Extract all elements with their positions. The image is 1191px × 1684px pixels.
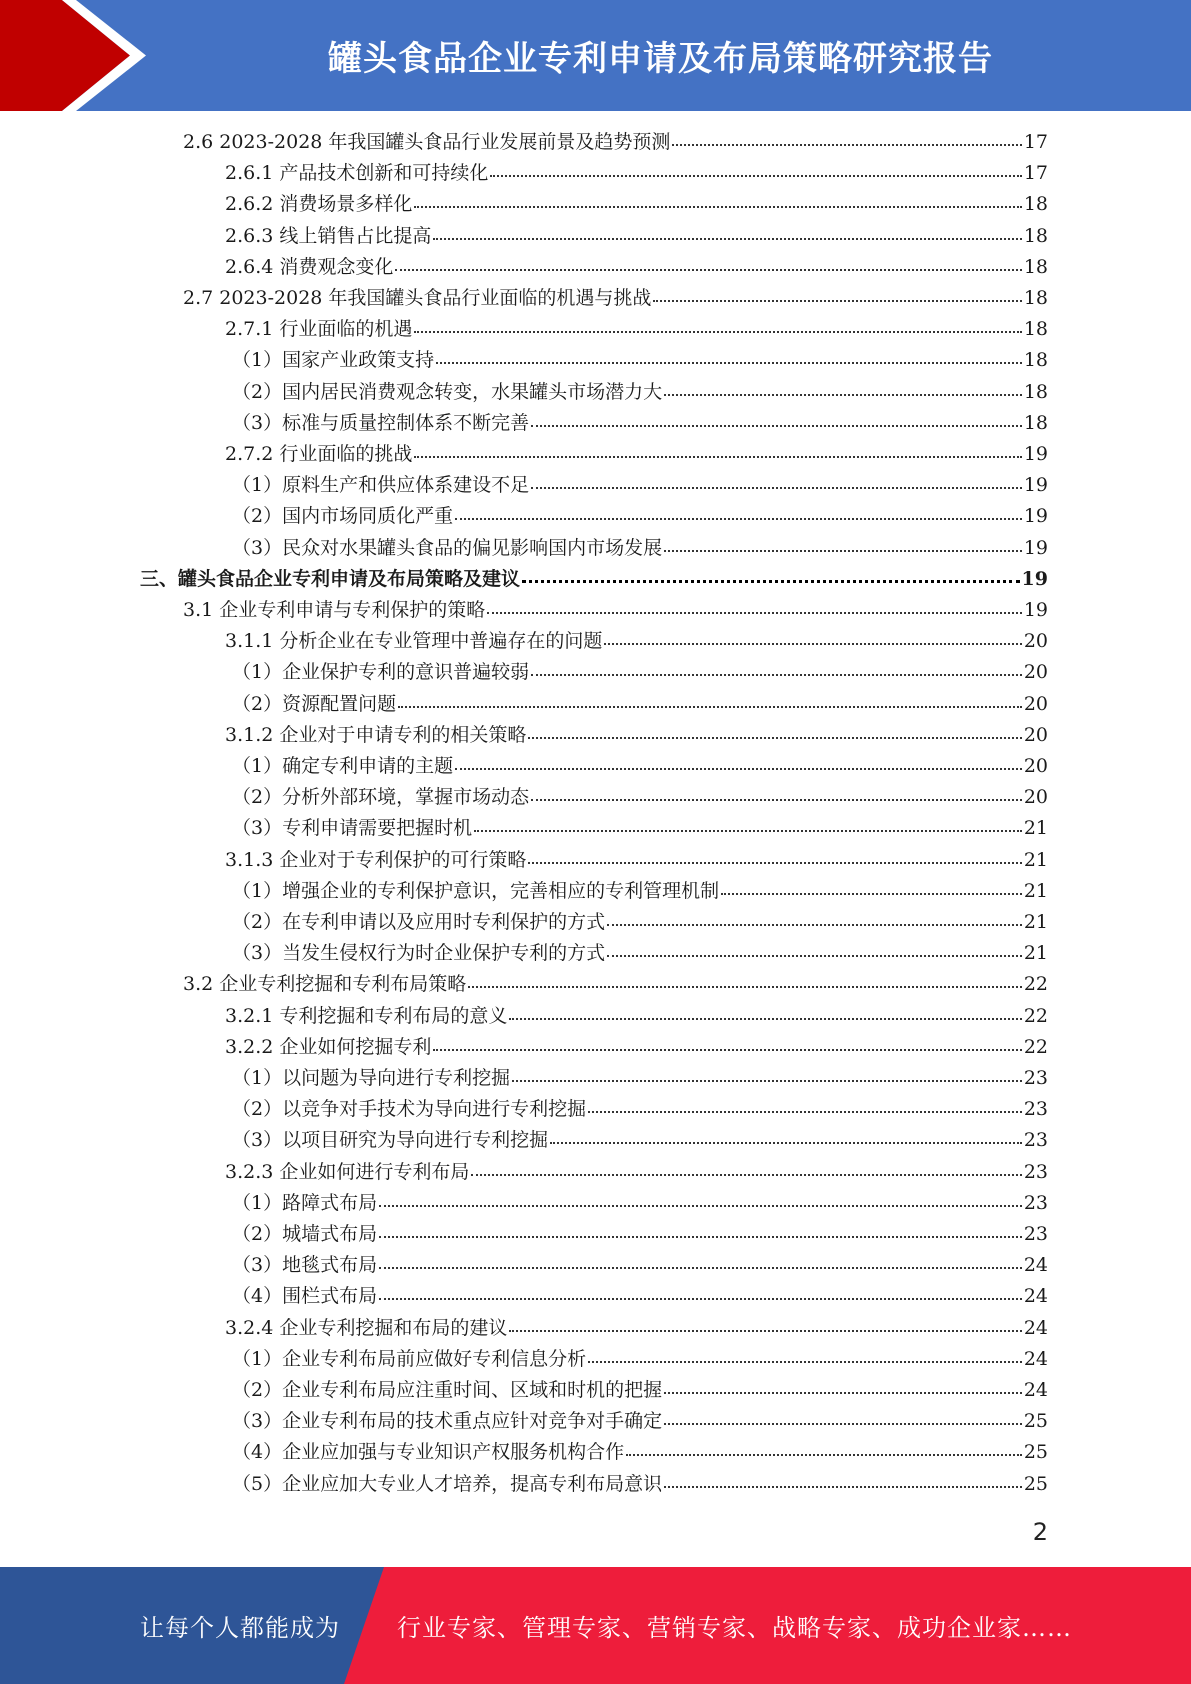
toc-entry[interactable] <box>232 1250 1048 1281</box>
toc-leader-dots <box>379 1296 1022 1300</box>
toc-entry[interactable] <box>232 377 1048 408</box>
toc-leader-dots <box>588 1359 1022 1363</box>
toc-entry-page: 20 <box>1023 692 1048 715</box>
toc-entry-label: （3）企业专利布局的技术重点应针对竞争对手确定 <box>232 1410 663 1433</box>
toc-leader-dots <box>588 1109 1022 1113</box>
toc-leader-dots <box>379 1265 1022 1269</box>
toc-entry[interactable] <box>183 595 1048 626</box>
toc-entry-page: 19 <box>1023 443 1048 465</box>
toc-entry-label: （3）民众对水果罐头食品的偏见影响国内市场发展 <box>232 536 663 559</box>
toc-entry-label: 2.6.4 消费观念变化 <box>225 255 394 278</box>
toc-entry-page: 17 <box>1023 162 1048 185</box>
toc-entry[interactable] <box>225 1313 1048 1344</box>
footer-slogan-right: 行业专家、管理专家、营销专家、战略专家、成功企业家…… <box>397 1614 1072 1642</box>
toc-entry-label: 3.2 企业专利挖掘和专利布局策略 <box>183 973 467 996</box>
toc-entry-page: 25 <box>1023 1441 1048 1464</box>
toc-entry-label: 3.2.3 企业如何进行专利布局 <box>225 1160 470 1183</box>
toc-entry-page: 25 <box>1023 1472 1048 1495</box>
toc-entry-page: 24 <box>1023 1379 1048 1401</box>
toc-entry-page: 21 <box>1023 817 1048 840</box>
toc-entry[interactable] <box>232 470 1048 501</box>
toc-leader-dots <box>468 984 1022 988</box>
toc-entry[interactable] <box>232 345 1048 376</box>
page-header <box>0 0 1191 111</box>
toc-entry-page: 23 <box>1023 1160 1048 1183</box>
toc-entry-label: （2）资源配置问题 <box>232 692 397 715</box>
toc-entry[interactable] <box>232 876 1048 907</box>
toc-entry-page: 18 <box>1023 224 1048 247</box>
toc-entry[interactable] <box>232 689 1048 720</box>
toc-entry-page: 18 <box>1023 411 1048 434</box>
toc-entry-label: （2）以竞争对手技术为导向进行专利挖掘 <box>232 1098 587 1121</box>
toc-entry-page: 18 <box>1023 287 1048 309</box>
toc-leader-dots <box>531 423 1022 427</box>
toc-entry-page: 22 <box>1023 1035 1048 1058</box>
toc-leader-dots <box>395 267 1021 271</box>
toc-entry-label: （1）增强企业的专利保护意识，完善相应的专利管理机制 <box>232 879 720 902</box>
toc-entry[interactable] <box>232 1219 1048 1250</box>
toc-entry-label: 2.6.2 消费场景多样化 <box>225 193 413 216</box>
toc-entry-page: 22 <box>1023 1004 1048 1027</box>
toc-leader-dots <box>664 1484 1022 1488</box>
toc-entry-label: （2）城墙式布局 <box>232 1223 378 1245</box>
toc-entry-label: （3）专利申请需要把握时机 <box>232 817 473 840</box>
toc-leader-dots <box>509 1328 1021 1332</box>
toc-entry[interactable] <box>232 1375 1048 1406</box>
toc-leader-dots <box>528 860 1021 864</box>
toc-leader-dots <box>455 766 1022 770</box>
toc-entry[interactable] <box>232 1406 1048 1437</box>
toc-leader-dots <box>664 392 1022 396</box>
toc-leader-dots <box>436 360 1022 364</box>
toc-entry-page: 20 <box>1023 755 1048 777</box>
toc-entry-page: 23 <box>1023 1191 1048 1214</box>
toc-leader-dots <box>528 735 1021 739</box>
toc-entry-page: 18 <box>1023 255 1048 278</box>
toc-entry-label: （2）企业专利布局应注重时间、区域和时机的把握 <box>232 1379 663 1401</box>
toc-entry[interactable] <box>232 1281 1048 1312</box>
toc-entry-page: 19 <box>1023 505 1048 528</box>
toc-entry-page: 20 <box>1023 786 1048 809</box>
footer-slogan-left: 让每个人都能成为 <box>140 1614 340 1642</box>
toc-entry-label: 3.1.2 企业对于申请专利的相关策略 <box>225 723 527 746</box>
toc-leader-dots <box>531 485 1022 489</box>
toc-entry-page: 19 <box>1021 567 1048 590</box>
toc-entry-page: 24 <box>1023 1254 1048 1277</box>
toc-entry[interactable] <box>225 221 1048 252</box>
toc-entry-page: 20 <box>1023 630 1048 653</box>
toc-entry[interactable] <box>232 1125 1048 1156</box>
toc-leader-dots <box>379 1203 1022 1207</box>
toc-entry-label: （2）国内居民消费观念转变，水果罐头市场潜力大 <box>232 380 663 403</box>
toc-leader-dots <box>607 922 1022 926</box>
toc-entry[interactable] <box>232 751 1048 782</box>
toc-entry-label: 3.1.3 企业对于专利保护的可行策略 <box>225 848 527 871</box>
toc-entry-label: （3）当发生侵权行为时企业保护专利的方式 <box>232 942 606 965</box>
toc-leader-dots <box>487 610 1022 614</box>
toc-entry-page: 25 <box>1023 1410 1048 1433</box>
toc-entry-label: 2.6.3 线上销售占比提高 <box>225 224 432 247</box>
toc-entry-label: （1）以问题为导向进行专利挖掘 <box>232 1067 511 1089</box>
toc-entry[interactable] <box>140 564 1048 595</box>
toc-leader-dots <box>653 298 1021 302</box>
header-arrow-decoration <box>0 0 160 111</box>
toc-entry[interactable] <box>232 938 1048 969</box>
toc-entry-label: （4）企业应加强与专业知识产权服务机构合作 <box>232 1441 625 1464</box>
toc-entry-page: 21 <box>1023 911 1048 933</box>
toc-entry[interactable] <box>232 1469 1048 1500</box>
toc-entry-label: 3.1 企业专利申请与专利保护的策略 <box>183 599 486 621</box>
toc-entry-label: （1）确定专利申请的主题 <box>232 755 454 777</box>
toc-leader-dots <box>455 516 1022 520</box>
toc-entry[interactable] <box>225 1157 1048 1188</box>
toc-leader-dots <box>664 548 1022 552</box>
toc-entry[interactable] <box>232 1094 1048 1125</box>
toc-entry-label: 2.7.1 行业面临的机遇 <box>225 318 413 341</box>
page-number: 2 <box>1032 1518 1048 1546</box>
toc-leader-dots <box>414 204 1021 208</box>
toc-entry[interactable] <box>183 127 1048 158</box>
toc-entry-label: （1）原料生产和供应体系建设不足 <box>232 474 530 497</box>
toc-entry[interactable] <box>232 657 1048 688</box>
toc-entry-label: （3）地毯式布局 <box>232 1254 378 1277</box>
toc-entry-page: 19 <box>1023 474 1048 497</box>
toc-entry[interactable] <box>225 158 1048 189</box>
toc-leader-dots <box>522 578 1020 583</box>
toc-leader-dots <box>433 1047 1021 1051</box>
toc-entry-page: 23 <box>1023 1067 1048 1089</box>
toc-leader-dots <box>414 329 1021 333</box>
toc-leader-dots <box>607 953 1022 957</box>
toc-leader-dots <box>604 641 1021 645</box>
toc-entry-label: （1）企业专利布局前应做好专利信息分析 <box>232 1347 587 1370</box>
toc-leader-dots <box>531 672 1022 676</box>
toc-entry[interactable] <box>183 283 1048 314</box>
toc-entry[interactable] <box>225 252 1048 283</box>
toc-entry-page: 22 <box>1023 973 1048 996</box>
toc-entry[interactable] <box>225 1032 1048 1063</box>
toc-entry[interactable] <box>232 907 1048 938</box>
toc-entry[interactable] <box>225 720 1048 751</box>
toc-entry-page: 23 <box>1023 1098 1048 1121</box>
toc-entry-page: 20 <box>1023 723 1048 746</box>
toc-leader-dots <box>672 142 1021 146</box>
toc-entry-label: （4）围栏式布局 <box>232 1285 378 1308</box>
toc-entry-page: 23 <box>1023 1129 1048 1152</box>
toc-entry[interactable] <box>183 969 1048 1000</box>
toc-entry-page: 18 <box>1023 380 1048 403</box>
toc-entry-page: 21 <box>1023 942 1048 965</box>
toc-entry-page: 19 <box>1023 536 1048 559</box>
toc-entry-label: 3.2.1 专利挖掘和专利布局的意义 <box>225 1004 508 1027</box>
toc-entry-page: 17 <box>1023 131 1048 153</box>
toc-leader-dots <box>509 1016 1021 1020</box>
toc-entry[interactable] <box>225 314 1048 345</box>
toc-leader-dots <box>664 1421 1022 1425</box>
toc-leader-dots <box>433 236 1021 240</box>
toc-entry-label: 3.1.1 分析企业在专业管理中普遍存在的问题 <box>225 630 603 653</box>
toc-leader-dots <box>379 1234 1022 1238</box>
toc-leader-dots <box>664 1390 1022 1394</box>
toc-entry-label: （2）分析外部环境，掌握市场动态 <box>232 786 530 809</box>
toc-entry-page: 18 <box>1023 193 1048 216</box>
toc-entry-label: 2.7.2 行业面临的挑战 <box>225 443 413 465</box>
toc-entry[interactable] <box>225 439 1048 470</box>
toc-leader-dots <box>626 1452 1022 1456</box>
toc-entry-page: 24 <box>1023 1316 1048 1339</box>
toc-entry[interactable] <box>232 408 1048 439</box>
toc-entry-label: （5）企业应加大专业人才培养，提高专利布局意识 <box>232 1472 663 1495</box>
toc-entry-page: 18 <box>1023 349 1048 372</box>
toc-entry[interactable] <box>225 626 1048 657</box>
toc-entry-page: 20 <box>1023 661 1048 684</box>
toc-entry-label: （3）标准与质量控制体系不断完善 <box>232 411 530 434</box>
toc-entry-label: （2）国内市场同质化严重 <box>232 505 454 528</box>
toc-leader-dots <box>474 828 1022 832</box>
toc-entry[interactable] <box>232 1188 1048 1219</box>
toc-leader-dots <box>550 1140 1022 1144</box>
toc-entry[interactable] <box>232 501 1048 532</box>
toc-entry-page: 24 <box>1023 1285 1048 1308</box>
toc-leader-dots <box>512 1078 1022 1082</box>
toc-leader-dots <box>398 704 1022 708</box>
toc-entry-label: 3.2.4 企业专利挖掘和布局的建议 <box>225 1316 508 1339</box>
toc-leader-dots <box>721 891 1022 895</box>
toc-entry-label: （1）国家产业政策支持 <box>232 349 435 372</box>
toc-entry[interactable] <box>232 1344 1048 1375</box>
toc-entry[interactable] <box>232 533 1048 564</box>
toc-leader-dots <box>471 1172 1021 1176</box>
toc-entry-label: （1）企业保护专利的意识普遍较弱 <box>232 661 530 684</box>
toc-entry-page: 18 <box>1023 318 1048 341</box>
toc-leader-dots <box>490 173 1021 177</box>
toc-entry-label: （3）以项目研究为导向进行专利挖掘 <box>232 1129 549 1152</box>
toc-leader-dots <box>531 797 1022 801</box>
toc-entry-label: （1）路障式布局 <box>232 1191 378 1214</box>
toc-entry-page: 23 <box>1023 1223 1048 1245</box>
toc-entry[interactable] <box>232 782 1048 813</box>
toc-entry[interactable] <box>232 1437 1048 1468</box>
toc-entry[interactable] <box>232 813 1048 844</box>
toc-entry[interactable] <box>225 845 1048 876</box>
toc-entry-label: 2.6.1 产品技术创新和可持续化 <box>225 162 489 185</box>
toc-entry[interactable] <box>225 1001 1048 1032</box>
toc-entry-label: 2.6 2023-2028 年我国罐头食品行业发展前景及趋势预测 <box>183 131 671 153</box>
toc-entry[interactable] <box>225 189 1048 220</box>
toc-entry-label: 3.2.2 企业如何挖掘专利 <box>225 1035 432 1058</box>
toc-entry-label: （2）在专利申请以及应用时专利保护的方式 <box>232 911 606 933</box>
toc-entry-page: 21 <box>1023 848 1048 871</box>
page-footer <box>0 1567 1191 1684</box>
toc-entry-page: 21 <box>1023 879 1048 902</box>
toc-entry-label: 三、罐头食品企业专利申请及布局策略及建议 <box>140 567 521 590</box>
toc-leader-dots <box>414 454 1021 458</box>
toc-entry-page: 19 <box>1023 599 1048 621</box>
toc-entry[interactable] <box>232 1063 1048 1094</box>
toc-entry-page: 24 <box>1023 1347 1048 1370</box>
toc-entry-label: 2.7 2023-2028 年我国罐头食品行业面临的机遇与挑战 <box>183 287 652 309</box>
document-title: 罐头食品企业专利申请及布局策略研究报告 <box>328 39 993 79</box>
